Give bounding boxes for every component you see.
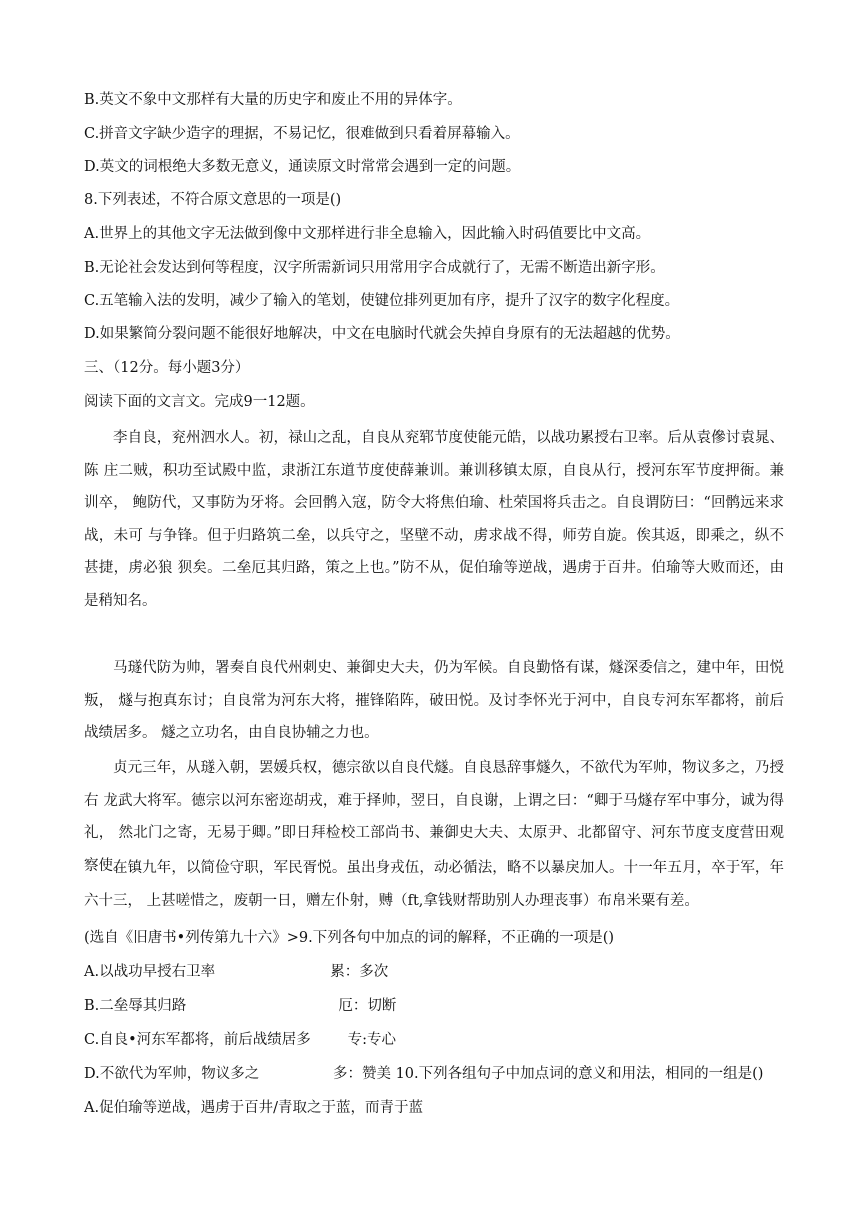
passage-paragraph-4: 在镇九年，以简俭守职，军民胥悦。虽出身戎伍，动必循法，略不以暴戾加人。十一年五月，卒于军，年六十三， 上甚嗟惜之，废朝一日，赠左仆射，赙（ft,拿钱财帮助别人办理丧事）布帛米粟有差。	[84, 860, 784, 909]
source-and-question-9: (选自《旧唐书•列传第九十六》>9.下列各句中加点的词的解释，不正确的一项是()	[84, 930, 615, 946]
q9-option-d-and-q10: D.不欲代为军帅，物议多之 多：赞美 10.下列各组句子中加点词的意义和用法，相同的一组是()	[84, 1066, 764, 1082]
passage-paragraph-2: 马璲代防为帅，署奏自良代州刺史、兼御史大夫，仍为军候。自良勤恪有谋，燧深委信之，建中年，田悦叛， 燧与抱真东讨；自良常为河东大将，摧锋陷阵，破田悦。及讨李怀光于河中，自良专河东军都将，前后战绩居多。 燧之立功名，由自良协辅之力也。	[84, 660, 784, 741]
q8-option-c: C.五笔输入法的发明，减少了输入的笔划，使键位排列更加有序，提升了汉字的数字化程度。	[84, 293, 680, 309]
reading-instruction: 阅读下面的文言文。完成9一12题。	[84, 394, 315, 410]
q8-option-a: A.世界上的其他文字无法做到像中文那样进行非全息输入，因此输入时码值要比中文高。	[84, 226, 651, 242]
option-d-line: D.英文的词根绝大多数无意义，通读原文时常常会遇到一定的问题。	[84, 159, 521, 175]
q10-option-a: A.促伯瑜等逆战，遇虏于百井/青取之于蓝，而青于蓝	[84, 1100, 423, 1116]
option-c-line: C.拼音文字缺少造字的理据，不易记忆，很难做到只看着屏幕输入。	[84, 126, 520, 142]
passage-paragraph-1: 李自良，兖州泗水人。初，禄山之乱，自良从兖郓节度使能元皓，以战功累授右卫率。后从袁傪讨袁晁、陈 庄二贼，积功至试殿中监，隶浙江东道节度使薛兼训。兼训移镇太原，自良从行，授河东军节度押衙。兼训卒， 鲍防代，又事防为牙将。会回鹘入寇，防令大将焦伯瑜、杜荣国将兵击之。自良谓防曰：“回鹘远来求战，未可 与争锋。但于归路筑二垒，以兵守之，坚壁不动，虏求战不得，师劳自旋。俟其返，即乘之，纵不甚捷，虏必狼 狈矣。二垒厄其归路，策之上也。”防不从，促伯瑜等逆战，遇虏于百井。伯瑜等大败而还，由是稍知名。	[84, 430, 784, 609]
q8-option-b: B.无论社会发达到何等程度，汉字所需新词只用常用字合成就行了，无需不断造出新字形。	[84, 260, 665, 276]
q8-option-d: D.如果繁简分裂问题不能很好地解决，中文在电脑时代就会失掉自身原有的无法超越的优势。	[84, 326, 680, 342]
q9-option-b: B.二垒辱其归路 厄：切断	[84, 998, 397, 1014]
passage-paragraph-3: 贞元三年，从璲入朝，罢媛兵权，德宗欲以自良代燧。自良恳辞事燧久，不欲代为军帅，物议多之，乃授右 龙武大将军。德宗以河东密迩胡戎，难于择帅，翌日，自良谢，上谓之曰：“卿于马燧存军中事分，诚为得礼， 然北门之寄，无易于卿。”即日拜检校工部尚书、兼御史大夫、太原尹、北都留守、河东节度支度营田观察使。	[84, 760, 784, 874]
section-three-heading: 三、（12分。每小题3分）	[84, 360, 250, 376]
option-b-line: B.英文不象中文那样有大量的历史字和废止不用的异体字。	[84, 92, 462, 108]
question-8-stem: 8.下列表述，不符合原文意思的一项是()	[84, 192, 342, 208]
q9-option-c: C.自良•河东军都将，前后战绩居多 专:专心	[84, 1032, 396, 1048]
q9-option-a: A.以战功早授右卫率 累：多次	[84, 964, 389, 980]
